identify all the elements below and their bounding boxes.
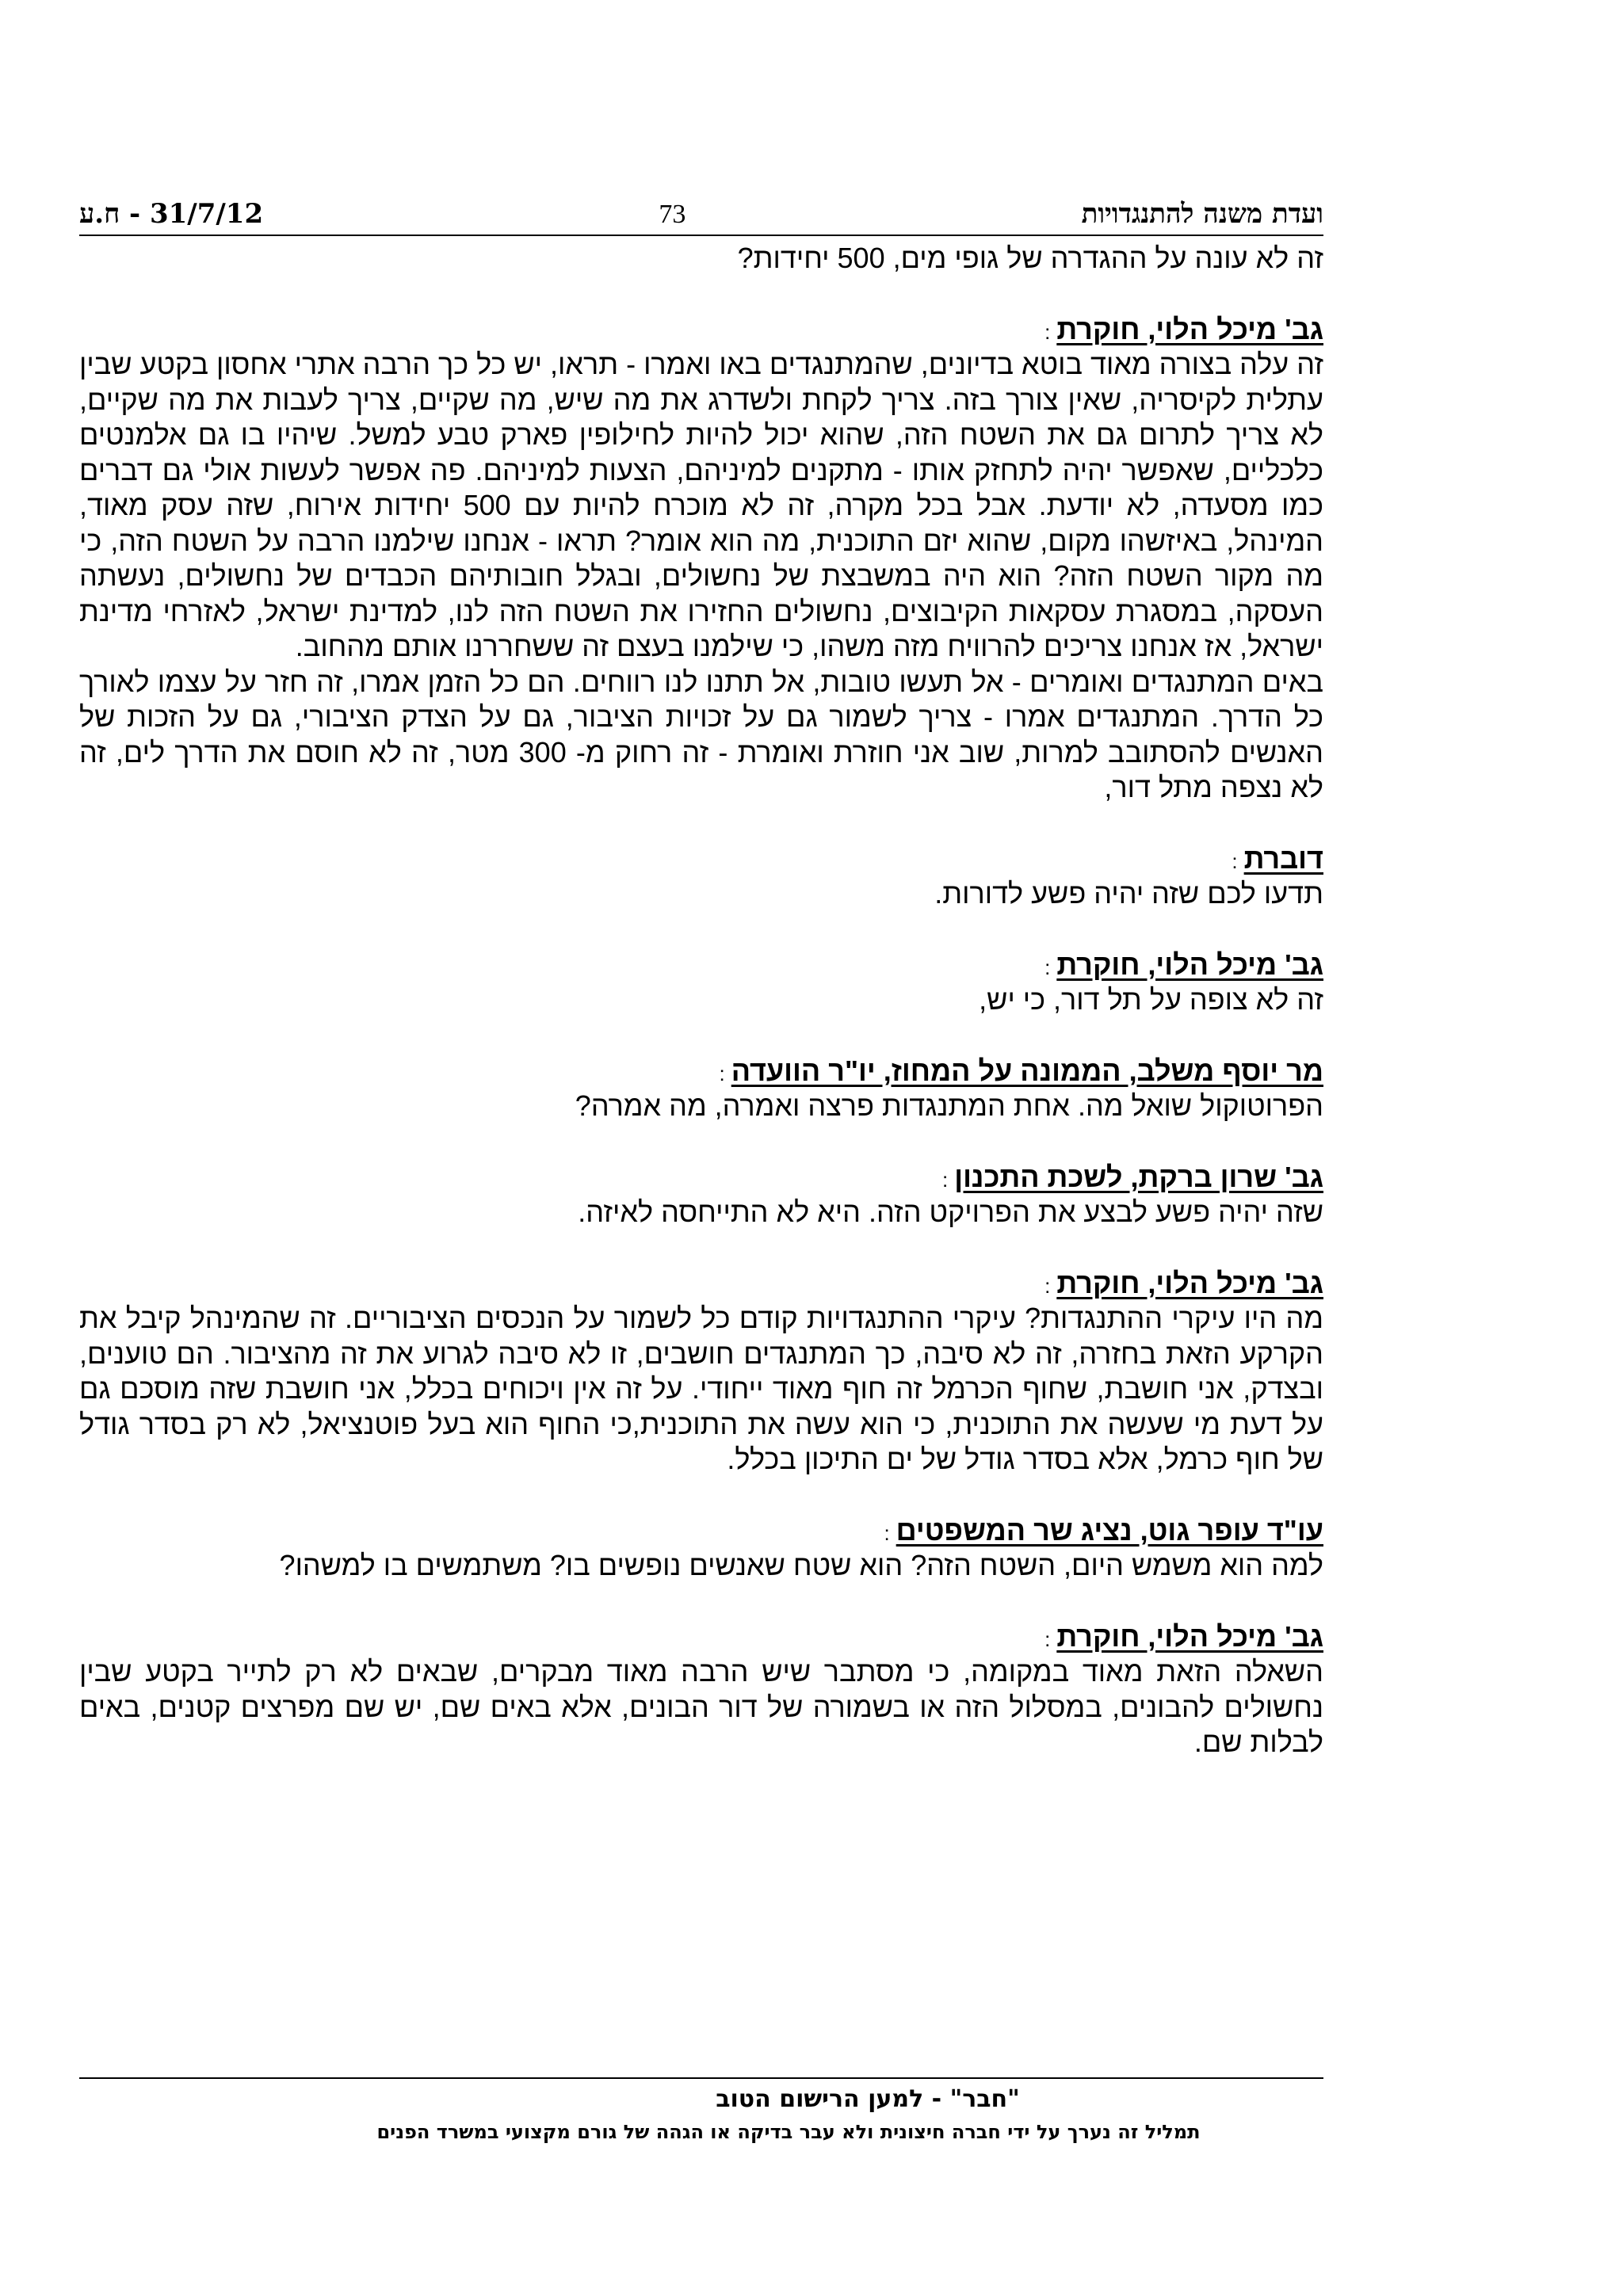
transcript-block [79, 841, 1323, 912]
speaker-line [79, 1160, 1323, 1196]
speaker-name: מר יוסף משלב, הממונה על המחוז, יו"ר הוועדה [731, 1054, 1323, 1087]
transcript-block [79, 1619, 1323, 1760]
paragraph: זה עלה בצורה מאוד בוטא בדיונים, שהמתנגדים באו ואמרו - תראו, יש כל כך הרבה אתרי אחסון בקטע שבין עתלית לקיסריה, שאין צורך בזה. צריך לקחת ולשדרג את מה שיש, מה שקיים, צריך לעבות את מה שקיים, לא צריך לתרום גם את השטח הזה, שהוא יכול להיות לחילופין פארק טבע למשל. שיהיו בו גם אלמנטים כלכליים, שאפשר יהיה לתחזק אותו - מתקנים למיניהם, הצעות למיניהם. פה אפשר לעשות אולי גם דברים כמו מסעדה, לא יודעת. אבל בכל מקרה, זה לא מוכרח להיות עם 500 יחידות אירוח, שזה עסק מאוד, המינהל, באיזשהו מקום, שהוא יזם התוכנית, מה הוא אומר? תראו - אנחנו שילמנו הרבה על השטח הזה, כי מה מקור השטח הזה? הוא היה במשבצת של נחשולים, ובגלל חובותיהם הכבדים של נחשולים, נעשתה העסקה, במסגרת עסקאות הקיבוצים, נחשולים החזירו את השטח הזה לנו, למדינת ישראל, לאזרחי מדינת ישראל, אז אנחנו צריכים להרוויח מזה משהו, כי שילמנו בעצם זה ששחררנו אותם מהחוב. [78, 348, 1323, 662]
page-footer [79, 2077, 1323, 2143]
speaker-name: גב' מיכל הלוי, חוקרת [1056, 1619, 1323, 1653]
transcript-block [79, 312, 1323, 806]
colon: : [1044, 319, 1051, 344]
paragraph: למה הוא משמש היום, השטח הזה? הוא שטח שאנשים נופשים בו? משתמשים בו למשהו? [279, 1549, 1323, 1581]
speaker-name: גב' מיכל הלוי, חוקרת [1056, 312, 1323, 345]
speaker-name: עו"ד עופר גוט, נציג שר המשפטים [896, 1513, 1323, 1547]
colon: : [1044, 955, 1051, 979]
transcript-block [79, 1160, 1323, 1230]
paragraph: הפרוטוקול שואל מה. אחת המתנגדות פרצה ואמרה, מה אמרה? [575, 1089, 1323, 1122]
colon: : [719, 1061, 725, 1085]
paragraph: שזה יהיה פשע לבצע את הפרויקט הזה. היא לא התייחסה לאיזה. [578, 1196, 1323, 1228]
transcript-block [79, 241, 1323, 277]
footer-slogan: "חבר" - למען הרישום הטוב [716, 2085, 1020, 2113]
speaker-line [79, 1266, 1323, 1302]
speaker-line [79, 1513, 1323, 1549]
paragraph: מה היו עיקרי ההתנגדות? עיקרי ההתנגדויות קודם כל לשמור על הנכסים הציבוריים. זה שהמינהל קיבל את הקרקע הזאת בחזרה, זה לא סיבה, כך המתנגדים חושבים, זו לא סיבה לגרוע את זה מהציבור. הם טוענים, ובצדק, אני חושבת, שחוף הכרמל זה חוף מאוד ייחודי. על זה אין ויכוחים בכלל, אני חושבת שזה מוסכם גם על דעת מי שעשה את התוכנית, כי הוא עשה את התוכנית,כי החוף הוא בעל פוטנציאל, לא רק בסדר גודל של חוף כרמל, אלא בסדר גודל של ים התיכון בכלל. [79, 1302, 1323, 1475]
colon: : [1232, 849, 1238, 873]
colon: : [1044, 1273, 1051, 1298]
transcript-block [79, 948, 1323, 1018]
page-number: 73 [659, 200, 686, 229]
transcript-block [79, 1513, 1323, 1584]
document-page [79, 182, 1323, 1760]
paragraph: זה לא צופה על תל דור, כי יש, [979, 983, 1323, 1016]
speaker-line [79, 948, 1323, 983]
speaker-name: גב' שרון ברקת, לשכת התכנון [954, 1160, 1323, 1193]
speaker-line [79, 312, 1323, 348]
transcript-block [79, 1266, 1323, 1478]
transcript-body [79, 241, 1323, 1760]
colon: : [1044, 1627, 1051, 1651]
transcript-block [79, 1054, 1323, 1124]
speaker-name: גב' מיכל הלוי, חוקרת [1056, 1266, 1323, 1299]
speaker-name: גב' מיכל הלוי, חוקרת [1056, 948, 1323, 981]
page-header [79, 182, 1323, 236]
speaker-line [79, 1619, 1323, 1655]
speaker-line [79, 1054, 1323, 1089]
colon: : [941, 1167, 949, 1192]
paragraph: זה לא עונה על ההגדרה של גופי מים, 500 יחידות? [737, 242, 1323, 274]
speaker-name: דוברת [1243, 841, 1323, 875]
paragraph: תדעו לכם שזה יהיה פשע לדורות. [934, 877, 1323, 910]
paragraph: באים המתנגדים ואומרים - אל תעשו טובות, אל תתנו לנו רווחים. הם כל הזמן אמרו, זה חזר על עצמו לאורך כל הדרך. המתנגדים אמרו - צריך לשמור גם על זכויות הציבור, גם על הצדק הציבורי, גם על הזכות של האנשים להסתובב למרות, שוב אני חוזרת ואומרת - זה רחוק מ- 300 מטר, זה לא חוסם את הדרך לים, זה לא נצפה מתל דור, [79, 665, 1323, 803]
paragraph: השאלה הזאת מאוד במקומה, כי מסתבר שיש הרבה מאוד מבקרים, שבאים לא רק לתייר בקטע שבין נחשולים להבונים, במסלול הזה או בשמורה של דור הבונים, אלא באים שם, יש שם מפרצים קטנים, באים לבלות שם. [79, 1655, 1323, 1758]
colon: : [884, 1520, 890, 1545]
date-initials: 31/7/12 - ח.ע [79, 198, 264, 230]
committee-title: ועדת משנה להתנגדויות [1081, 198, 1323, 230]
speaker-line [79, 841, 1323, 877]
footer-disclaimer: תמליל זה נערך על ידי חברה חיצונית ולא עבר בדיקה או הגהה של גורם מקצועי במשרד הפנים [376, 2121, 1201, 2143]
